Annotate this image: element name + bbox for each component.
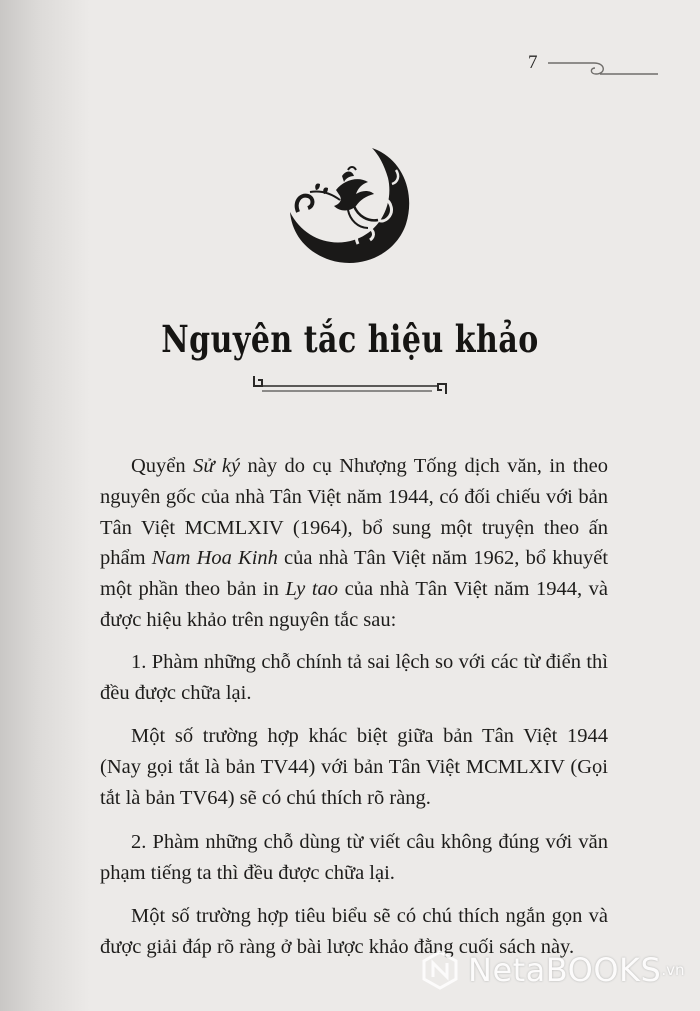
title-nam-hoa-kinh: Nam Hoa Kinh (151, 547, 278, 570)
phoenix-moon-emblem (288, 140, 418, 270)
netabooks-logo-icon (420, 950, 460, 990)
body-text (100, 451, 608, 976)
paragraph-rule-2: 2. Phàm những chỗ dùng từ viết câu không đúng với văn phạm tiếng ta thì đều được chữa lại. (100, 830, 608, 884)
paragraph-rule-1: 1. Phàm những chỗ chính tả sai lệch so với các từ điển thì đều được chữa lại. (100, 650, 608, 704)
title-su-ky: Sử ký (193, 455, 241, 477)
paragraph-rule-1-note: Một số trường hợp khác biệt giữa bản Tân Việt 1944 (Nay gọi tắt là bản TV44) với bản Tân Việt MCMLXIV (Gọi tắt là bản TV64) sẽ có chú thích rõ ràng. (100, 725, 608, 809)
page-number: 7 (528, 52, 538, 73)
title-ornament (250, 372, 450, 398)
watermark-suffix: .vn (661, 961, 685, 979)
chapter-title: Nguyên tắc hiệu khảo (161, 318, 539, 362)
title-ly-tao: Ly tao (285, 578, 339, 601)
paragraph-rule-2-note: Một số trường hợp tiêu biểu sẽ có chú thích ngắn gọn và được giải đáp rõ ràng ở bài lược khảo đằng cuối sách này. (100, 905, 608, 959)
watermark-text: NetaBOOKS (468, 951, 662, 989)
header-ornament (548, 56, 658, 80)
watermark (420, 950, 685, 990)
intro-paragraph: Quyển Sử ký này do cụ Nhượng Tống dịch văn, in theo nguyên gốc của nhà Tân Việt năm 1944, có đối chiếu với bản Tân Việt MCMLXIV (1964), bổ sung một truyện theo ấn phẩm Nam Hoa Kinh của nhà Tân Việt năm 1962, bổ khuyết một phần theo bản in Ly tao của nhà Tân Việt năm 1944, và được hiệu khảo trên nguyên tắc sau: (100, 455, 609, 631)
binding-shadow (0, 0, 90, 1011)
